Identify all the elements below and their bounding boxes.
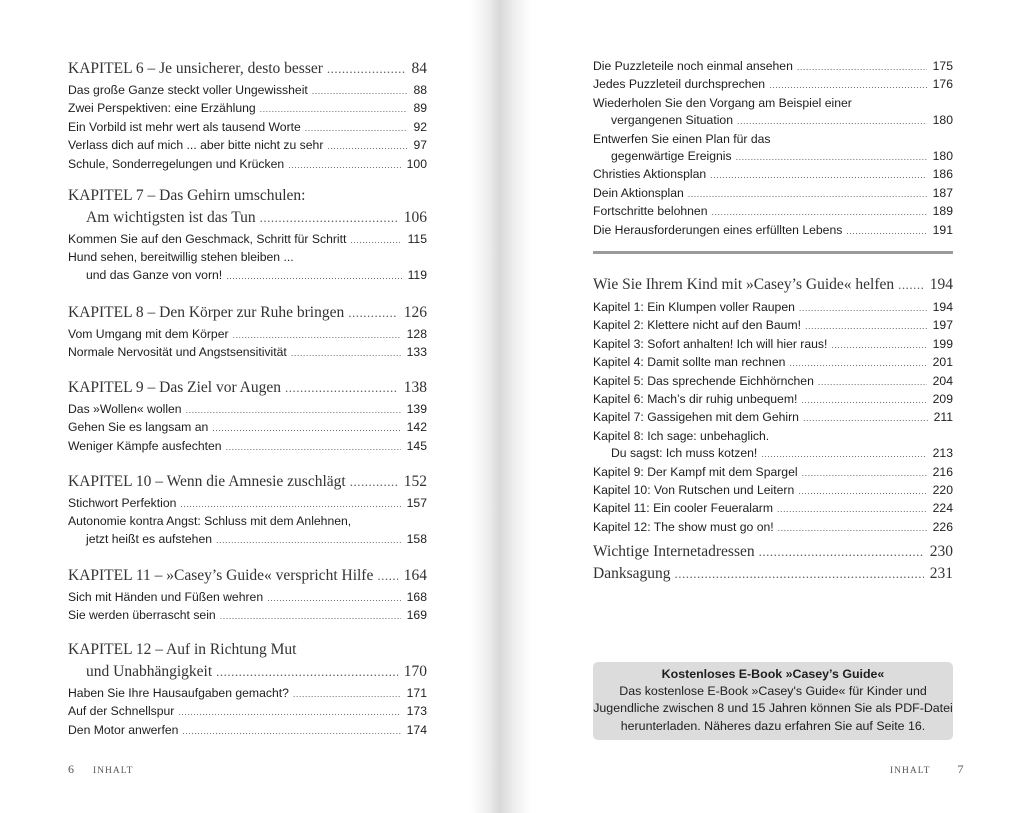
dot-leader [818, 374, 927, 391]
toc-entry [68, 82, 427, 100]
toc-page-number: 169 [406, 608, 427, 623]
chapter-heading-line [68, 639, 427, 661]
dot-leader [769, 77, 927, 94]
dot-leader [799, 300, 927, 317]
toc-title: Auf der Schnellspur [68, 704, 175, 719]
toc-title: Kapitel 12: The show must go on! [593, 519, 774, 534]
toc-page-number: 230 [929, 543, 953, 560]
toc-entry [593, 428, 953, 445]
chapter-section [68, 185, 427, 285]
chapter-heading-line [593, 541, 953, 563]
toc-entry [68, 685, 427, 703]
toc-title: Kapitel 6: Mach’s dir ruhig unbequem! [593, 392, 798, 407]
toc-title: Schule, Sonderregelungen und Krücken [68, 156, 285, 171]
toc-entry [68, 438, 427, 456]
ebook-text-line: Das kostenlose E-Book »Casey's Guide« für Kinder und [619, 684, 927, 699]
dot-leader [288, 157, 401, 174]
toc-page-number: 220 [932, 483, 953, 498]
toc-entry [593, 482, 953, 500]
toc-entry [68, 100, 427, 118]
toc-title: und das Ganze von vorn! [86, 267, 223, 282]
dot-leader [348, 302, 398, 324]
chapter-section [68, 639, 427, 740]
chapter-heading [68, 471, 427, 493]
dot-leader [789, 355, 926, 372]
toc-entry [593, 445, 953, 463]
toc-title: Autonomie kontra Angst: Schluss mit dem Anlehnen, [68, 514, 352, 529]
toc-entry [68, 137, 427, 155]
toc-title: Dein Aktionsplan [593, 185, 684, 200]
dot-leader [797, 59, 927, 76]
chapter-heading-line [68, 302, 427, 324]
dot-leader [350, 471, 398, 493]
toc-entry [593, 464, 953, 482]
toc-page-number: 189 [932, 204, 953, 219]
chapter-heading [68, 302, 427, 324]
toc-entry [68, 607, 427, 625]
toc-page-number: 194 [932, 300, 953, 314]
dot-leader [220, 608, 401, 625]
chapter-heading [68, 377, 427, 399]
chapter-heading-line [593, 563, 953, 585]
toc-title: Kapitel 7: Gassigehen mit dem Gehirn [593, 410, 799, 425]
toc-page-number: 224 [932, 501, 953, 516]
toc-title: Zwei Perspektiven: eine Erzählung [68, 101, 256, 116]
toc-page-number: 191 [932, 222, 953, 237]
toc-title: KAPITEL 8 – Den Körper zur Ruhe bringen [68, 304, 345, 321]
dot-leader [226, 439, 401, 456]
ebook-info-box [593, 662, 953, 740]
toc-page-number: 119 [407, 267, 427, 282]
toc-entry [68, 326, 427, 344]
toc-title: gegenwärtige Ereignis [611, 149, 732, 164]
toc-title: Christies Aktionsplan [593, 167, 707, 182]
toc-page-number: 231 [929, 565, 953, 582]
dot-leader [180, 496, 400, 513]
dot-leader [736, 149, 927, 166]
toc-title: Normale Nervosität und Angstsensitivität [68, 345, 287, 360]
dot-leader [186, 402, 401, 419]
dot-leader [798, 483, 926, 500]
dot-leader [675, 563, 924, 585]
toc-title: Kapitel 11: Ein cooler Feueralarm [593, 501, 773, 516]
toc-page-number: 170 [403, 663, 427, 680]
toc-title: Kapitel 4: Damit sollte man rechnen [593, 355, 786, 370]
dot-leader [712, 204, 927, 221]
dot-leader [233, 327, 401, 344]
toc-entry [593, 373, 953, 391]
dot-leader [216, 661, 398, 683]
toc-entry [68, 249, 427, 266]
guide-heading [593, 274, 953, 296]
toc-title: Haben Sie Ihre Hausaufgaben gemacht? [68, 686, 289, 700]
chapter-heading-line [593, 274, 953, 296]
toc-page-number: 187 [932, 185, 953, 200]
toc-entry [593, 148, 953, 166]
toc-entry [593, 354, 953, 372]
toc-entry [593, 500, 953, 518]
toc-entry [68, 495, 427, 513]
toc-title: Das »Wollen« wollen [68, 402, 182, 416]
toc-page-number: 216 [932, 464, 953, 479]
toc-title: Kapitel 5: Das sprechende Eichhörnchen [593, 373, 814, 388]
toc-page-number: 186 [932, 167, 953, 182]
toc-title: Entwerfen Sie einen Plan für das [593, 131, 771, 146]
toc-entry [593, 409, 953, 427]
toc-title: Du sagst: Ich muss kotzen! [611, 446, 758, 461]
toc-title: Hund sehen, bereitwillig stehen bleiben ... [68, 250, 294, 265]
section-divider [593, 251, 953, 254]
toc-page-number: 139 [406, 402, 427, 416]
toc-entry [68, 119, 427, 137]
toc-page-number: 180 [932, 113, 953, 128]
dot-leader [182, 723, 400, 740]
toc-page-number: 175 [932, 59, 953, 73]
toc-entry [593, 131, 953, 148]
toc-title: Wichtige Internetadressen [593, 543, 755, 560]
toc-page-number: 176 [932, 77, 953, 92]
toc-title: Kapitel 1: Ein Klumpen voller Raupen [593, 300, 795, 314]
dot-leader [285, 377, 398, 399]
toc-page-number: 164 [403, 567, 427, 584]
toc-entry [68, 513, 427, 530]
dot-leader [778, 520, 927, 537]
toc-page-number: 197 [932, 318, 953, 333]
toc-page-number: 106 [403, 209, 427, 226]
chapter-heading-line [68, 185, 427, 207]
toc-entry [593, 185, 953, 203]
chapter-heading-line [68, 471, 427, 493]
toc-page-number: 138 [403, 379, 427, 396]
toc-title: Verlass dich auf mich ... aber bitte nicht zu sehr [68, 138, 324, 153]
chapter-heading-line [68, 207, 427, 229]
toc-title: Ein Vorbild ist mehr wert als tausend Worte [68, 119, 301, 134]
toc-title: Den Motor anwerfen [68, 722, 179, 737]
toc-page-number: 158 [406, 531, 427, 546]
book-gutter [470, 0, 532, 813]
toc-page-number: 152 [403, 473, 427, 490]
toc-title: und Unabhängigkeit [86, 663, 213, 680]
guide-section [593, 274, 953, 537]
toc-page-number: 171 [406, 686, 427, 700]
dot-leader [350, 232, 401, 249]
toc-title: Sich mit Händen und Füßen wehren [68, 590, 264, 604]
toc-title: Wie Sie Ihrem Kind mit »Casey’s Guide« helfen [593, 276, 895, 293]
toc-page-number: 126 [403, 304, 427, 321]
toc-title: Fortschritte belohnen [593, 204, 708, 219]
dot-leader [761, 446, 926, 463]
toc-title: Kapitel 3: Sofort anhalten! Ich will hier raus! [593, 336, 828, 351]
toc-page-number: 168 [406, 590, 427, 604]
toc-page-number: 226 [932, 519, 953, 534]
toc-page-number: 173 [406, 704, 427, 719]
toc-entry [593, 317, 953, 335]
toc-entry [68, 703, 427, 721]
toc-title: Kapitel 2: Klettere nicht auf den Baum! [593, 318, 801, 333]
toc-title: KAPITEL 12 – Auf in Richtung Mut [68, 641, 297, 658]
toc-entry [68, 531, 427, 549]
chapter-section [68, 377, 427, 456]
toc-title: jetzt heißt es aufstehen [86, 531, 213, 546]
toc-page-number: 180 [932, 149, 953, 164]
toc-entry [68, 589, 427, 607]
dot-leader [801, 392, 926, 409]
ebook-title: Kostenloses E-Book »Casey’s Guide« [661, 667, 885, 681]
toc-page-number: 213 [932, 446, 953, 461]
chapter-section [68, 58, 427, 174]
toc-title: Jedes Puzzleteil durchsprechen [593, 77, 766, 92]
toc-page-number: 97 [413, 138, 427, 153]
toc-entry [68, 419, 427, 437]
toc-entry [68, 231, 427, 249]
toc-title: Danksagung [593, 565, 671, 582]
toc-page-number: 92 [413, 119, 427, 134]
toc-title: Kapitel 9: Der Kampf mit dem Spargel [593, 464, 798, 479]
page-number: 6 [68, 762, 74, 776]
right-footer [890, 762, 963, 777]
toc-page-number: 199 [932, 336, 953, 351]
dot-leader [312, 83, 408, 100]
toc-entry [593, 112, 953, 130]
toc-page-number: 145 [406, 438, 427, 453]
toc-title: Die Herausforderungen eines erfüllten Lebens [593, 222, 843, 237]
toc-page-number: 100 [406, 156, 427, 171]
toc-entry [593, 519, 953, 537]
toc-entry [593, 166, 953, 184]
end-headings [593, 541, 953, 585]
left-footer [68, 762, 133, 777]
toc-page-number: 88 [413, 83, 427, 97]
toc-page-number: 133 [406, 345, 427, 360]
dot-leader [327, 138, 407, 155]
dot-leader [710, 167, 927, 184]
toc-title: Kapitel 8: Ich sage: unbehaglich. [593, 428, 770, 443]
chapter-section [68, 471, 427, 549]
toc-page-number: 115 [407, 232, 427, 246]
chapter-section [68, 302, 427, 363]
dot-leader [212, 420, 400, 437]
ebook-text-line: Jugendliche zwischen 8 und 15 Jahren können Sie als PDF-Datei [593, 701, 953, 716]
dot-leader [291, 345, 401, 362]
toc-title: Stichwort Perfektion [68, 496, 177, 510]
chapter-section [68, 565, 427, 626]
toc-title: KAPITEL 10 – Wenn die Amnesie zuschlägt [68, 473, 346, 490]
dot-leader [226, 268, 401, 285]
dot-leader [178, 704, 400, 721]
toc-entry [68, 401, 427, 419]
chapter-heading-line [68, 58, 427, 80]
toc-page-number: 204 [932, 373, 953, 388]
toc-title: vergangenen Situation [611, 113, 733, 128]
toc-entry [593, 336, 953, 354]
chapter-heading-line [68, 377, 427, 399]
toc-page-number: 84 [411, 60, 427, 77]
toc-title: Wiederholen Sie den Vorgang am Beispiel einer [593, 95, 852, 110]
toc-entry [593, 203, 953, 221]
toc-page-number: 157 [406, 496, 427, 510]
dot-leader [293, 686, 401, 703]
toc-title: Am wichtigsten ist das Tun [86, 209, 256, 226]
dot-leader [759, 541, 924, 563]
toc-title: KAPITEL 7 – Das Gehirn umschulen: [68, 187, 306, 204]
dot-leader [831, 337, 926, 354]
running-head: INHALT [93, 766, 134, 776]
toc-page-number: 128 [406, 327, 427, 341]
toc-entry [68, 156, 427, 174]
dot-leader [377, 565, 397, 587]
chapter-heading [68, 185, 427, 229]
ebook-text-line: herunterladen. Näheres dazu erfahren Sie auf Seite 16. [620, 718, 926, 733]
toc-title: Kommen Sie auf den Geschmack, Schritt für Schritt [68, 232, 347, 246]
dot-leader [805, 318, 927, 335]
toc-page-number: 209 [932, 392, 953, 407]
toc-title: Gehen Sie es langsam an [68, 420, 209, 435]
chapter-heading [68, 565, 427, 587]
dot-leader [803, 410, 928, 427]
toc-title: Sie werden überrascht sein [68, 608, 216, 623]
toc-page-number: 142 [406, 420, 427, 435]
toc-entry [68, 722, 427, 740]
toc-page-number: 201 [932, 355, 953, 370]
toc-title: Weniger Kämpfe ausfechten [68, 438, 222, 453]
chapter-heading-line [68, 565, 427, 587]
toc-title: Die Puzzleteile noch einmal ansehen [593, 59, 793, 73]
toc-page-number: 89 [413, 101, 427, 116]
toc-title: Das große Ganze steckt voller Ungewissheit [68, 83, 308, 97]
dot-leader [802, 465, 927, 482]
dot-leader [777, 501, 927, 518]
toc-title: KAPITEL 11 – »Casey’s Guide« verspricht Hilfe [68, 567, 374, 584]
toc-entry [593, 222, 953, 240]
toc-title: Vom Umgang mit dem Körper [68, 327, 229, 341]
page-number: 7 [957, 762, 964, 776]
chapter-heading-line [68, 661, 427, 683]
end-heading-list [593, 541, 953, 585]
toc-title: Kapitel 10: Von Rutschen und Leitern [593, 483, 795, 498]
chapter-heading [68, 58, 427, 80]
toc-page-number: 211 [933, 410, 953, 425]
toc-page-number: 174 [406, 722, 427, 737]
dot-leader [260, 101, 408, 118]
dot-leader [327, 58, 406, 80]
toc-entry [68, 267, 427, 285]
dot-leader [260, 207, 398, 229]
toc-entry [68, 344, 427, 362]
toc-title: KAPITEL 9 – Das Ziel vor Augen [68, 379, 281, 396]
dot-leader [688, 186, 927, 203]
toc-page-number: 194 [929, 276, 953, 293]
dot-leader [305, 120, 408, 137]
toc-entry [593, 391, 953, 409]
toc-entry [593, 58, 953, 76]
dot-leader [898, 274, 924, 296]
dot-leader [216, 532, 401, 549]
dot-leader [267, 590, 401, 607]
toc-entry [593, 299, 953, 317]
running-head: INHALT [890, 766, 931, 776]
chapter-heading [68, 639, 427, 683]
toc-title: KAPITEL 6 – Je unsicherer, desto besser [68, 60, 323, 77]
toc-entry [593, 95, 953, 112]
toc-entry [593, 76, 953, 94]
dot-leader [737, 113, 927, 130]
dot-leader [846, 223, 926, 240]
right-toc-continued [593, 58, 953, 240]
